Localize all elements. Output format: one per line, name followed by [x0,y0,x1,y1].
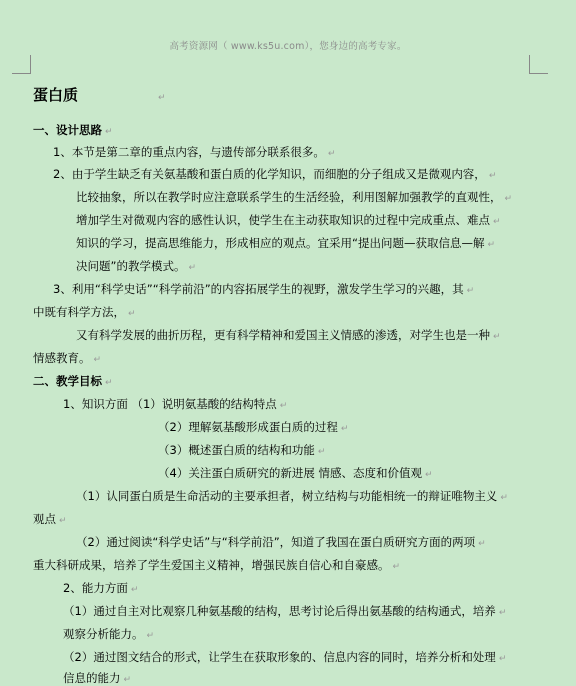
text-line [33,304,136,320]
paragraph-mark-icon: ↵ [146,631,155,641]
line-text: 3、利用“科学史话”“科学前沿”的内容拓展学生的视野，激发学生学习的兴趣，其 [53,282,464,296]
line-text: （1）认同蛋白质是生命活动的主要承担者，树立结构与功能相统一的辩证唯物主义 [76,489,498,503]
page-header: 高考资源网（ www.ks5u.com），您身边的高考专家。 [169,41,407,52]
crop-mark-left [12,55,31,74]
paragraph-mark-icon: ↵ [500,493,508,503]
line-text: （2）通过阅读“科学史话”与“科学前沿”，知道了我国在蛋白质研究方面的两项 [76,535,476,549]
line-text: 二、教学目标 [33,374,102,388]
paragraph-mark-icon: ↵ [493,217,501,227]
paragraph-mark-icon: ↵ [59,516,67,526]
line-text: 决问题”的教学模式。 [76,259,186,273]
text-line [158,442,325,458]
paragraph-mark-icon: ↵ [392,562,401,572]
line-text: 情感教育。 [33,351,91,365]
line-text: 信息的能力 [63,671,121,685]
line-text: 2、能力方面 [63,581,128,595]
line-text: 重大科研成果，培养了学生爱国主义精神，增强民族自信心和自豪感。 [33,558,390,572]
paragraph-mark-icon: ↵ [188,263,197,273]
line-text: 观察分析能力。 [63,627,144,641]
paragraph-mark-icon: ↵ [504,194,513,204]
text-line [63,649,506,665]
line-text: （4）关注蛋白质研究的新进展 情感、态度和价值观 [158,466,422,480]
line-text: （3）概述蛋白质的结构和功能 [158,443,315,457]
paragraph-mark-icon: ↵ [498,654,507,664]
text-line [63,396,287,412]
line-text: （2）理解氨基酸形成蛋白质的过程 [158,420,338,434]
paragraph-mark-icon: ↵ [488,171,497,181]
paragraph-mark-icon: ↵ [478,539,486,549]
text-line [158,419,348,435]
paragraph-mark-icon: ↵ [128,309,136,319]
text-line [76,488,508,504]
text-line [53,281,474,297]
paragraph-mark-icon: ↵ [327,149,336,159]
title-text: 蛋白质 [33,86,79,104]
text-line [76,189,512,205]
line-text: （2）通过图文结合的形式，让学生在获取形象的、信息内容的同时，培养分析和处理 [63,650,496,664]
document-title[interactable] [33,84,166,105]
paragraph-mark-icon: ↵ [317,447,326,457]
line-text: 2、由于学生缺乏有关氨基酸和蛋白质的化学知识，而细胞的分子组成又是微观内容， [53,167,486,181]
line-text: 中既有科学方法， [33,305,125,319]
paragraph-mark-icon: ↵ [93,355,102,365]
text-line [76,534,486,550]
text-line [158,465,433,481]
text-line [63,670,131,686]
line-text: 比较抽象，所以在教学时应注意联系学生的生活经验，利用图解加强教学的直观性， [76,190,502,204]
paragraph-mark-icon: ↵ [487,240,496,250]
paragraph-mark-icon: ↵ [105,127,113,137]
paragraph-mark-icon: ↵ [340,424,349,434]
paragraph-mark-icon: ↵ [130,585,139,595]
paragraph-mark-icon: ↵ [158,93,166,103]
text-line [76,212,501,228]
text-line [76,235,495,251]
text-line [76,258,196,274]
line-text: 观点 [33,512,56,526]
text-line [53,166,496,182]
line-text: 1、知识方面 （1）说明氨基酸的结构特点 [63,397,277,411]
paragraph-mark-icon: ↵ [279,401,288,411]
text-line [33,511,67,527]
line-text: 一、设计思路 [33,123,102,137]
line-text: 知识的学习，提高思维能力，形成相应的观点。宜采用“提出问题—获取信息—解 [76,236,485,250]
paragraph-mark-icon: ↵ [424,470,433,480]
paragraph-mark-icon: ↵ [123,675,132,685]
text-line [53,144,335,160]
line-text: 1、本节是第二章的重点内容，与遗传部分联系很多。 [53,145,325,159]
paragraph-mark-icon: ↵ [105,378,113,388]
text-line [33,557,400,573]
text-line [33,350,101,366]
section-heading [33,373,113,389]
line-text: 又有科学发展的曲折历程，更有科学精神和爱国主义情感的渗透，对学生也是一种 [76,328,490,342]
paragraph-mark-icon: ↵ [498,608,507,618]
line-text: 增加学生对微观内容的感性认识，使学生在主动获取知识的过程中完成重点、难点 [76,213,490,227]
line-text: （1）通过自主对比观察几种氨基酸的结构，思考讨论后得出氨基酸的结构通式，培养 [63,604,496,618]
section-heading [33,122,113,138]
text-line [63,626,154,642]
crop-mark-right [529,55,548,74]
text-line [63,580,138,596]
paragraph-mark-icon: ↵ [493,332,501,342]
paragraph-mark-icon: ↵ [466,286,475,296]
text-line [76,327,501,343]
text-line [63,603,506,619]
